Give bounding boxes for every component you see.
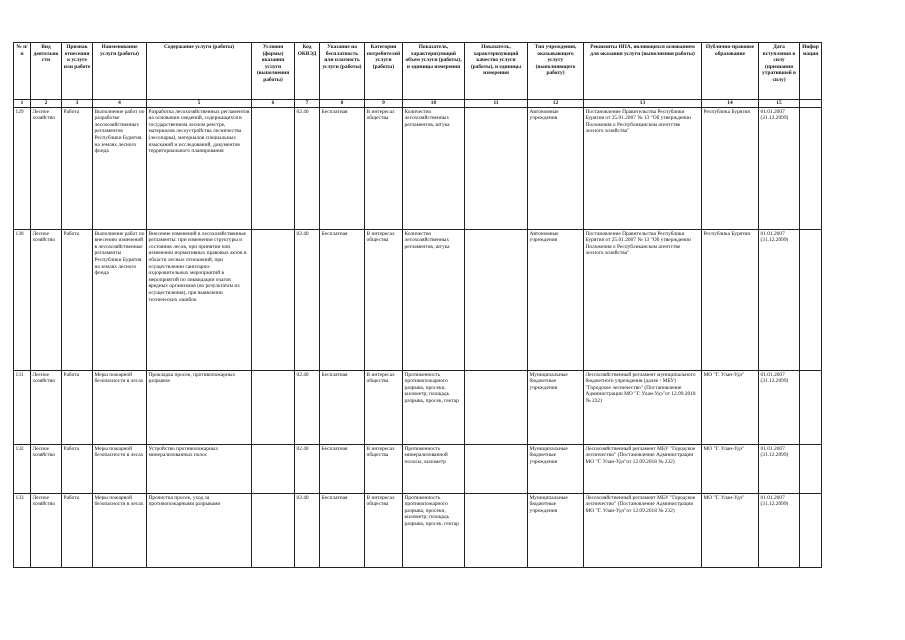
volume-indicator-cell: Количество лесохозяйственных регламентов, штука [403,229,465,370]
info-cell [800,370,822,444]
table-row [14,107,822,229]
column-number: 4 [93,100,147,108]
column-number: 8 [320,100,365,108]
consumers-cell: В интересах общества [365,444,403,493]
services-registry-table [13,42,822,568]
quality-indicator-cell [465,493,528,567]
info-cell [800,444,822,493]
quality-indicator-cell [465,444,528,493]
info-cell [800,493,822,567]
quality-indicator-cell [465,229,528,370]
column-header: Информация [800,43,822,100]
quality-indicator-cell [465,107,528,229]
header-row [14,43,822,100]
service-name-cell: Меры пожарной безопасности в лесах [93,493,147,567]
consumers-cell: В интересах общества [365,493,403,567]
payment-cell: Бесплатная [320,370,365,444]
effective-date-cell: 01.01.2007 (31.12.2099) [759,444,800,493]
column-header: Дата вступления в силу (признания утратившей в силу) [759,43,800,100]
service-name-cell: Выполнение работ по внесению изменений в лесохозяйственные регламенты Республики Бурятия на землях лесного фонда [93,229,147,370]
activity-cell: Лесное хозяйство [31,370,62,444]
type-cell: Работа [62,493,93,567]
type-cell: Работа [62,107,93,229]
conditions-cell [252,107,295,229]
conditions-cell [252,444,295,493]
public-entity-cell: Республика Бурятия [702,229,759,370]
column-number: 12 [528,100,584,108]
type-cell: Работа [62,229,93,370]
service-content-cell: Прокладка просек, противопожарных разрывов [147,370,252,444]
column-header: Код ОКВЭД [295,43,320,100]
row-number: 133 [14,493,31,567]
legal-basis-cell: Лесохозяйственный регламент МБУ "Городское лесничество" (Постановление Администрации МО "Г. Улан-Удэ"от 12.09.2018 № 232) [584,493,702,567]
type-cell: Работа [62,370,93,444]
column-header: Реквизиты НПА, являющихся основанием для оказания услуги (выполнения работы) [584,43,702,100]
column-number-row [14,100,822,108]
effective-date-cell: 01.01.2007 (31.12.2099) [759,370,800,444]
volume-indicator-cell: Протяженность противопожарного разрыва, просеки, километр; площадь разрыва, просек, гектар [403,493,465,567]
volume-indicator-cell: Протяженность противопожарного разрыва, просеки, километр; площадь разрыва, просек, гектар [403,370,465,444]
payment-cell: Бесплатная [320,444,365,493]
public-entity-cell: Республика Бурятия [702,107,759,229]
column-number: 15 [759,100,800,108]
row-number: 131 [14,370,31,444]
column-header: Показатель, характеризующий объем услуги (работы), и единицы измерения [403,43,465,100]
table-row [14,370,822,444]
payment-cell: Бесплатная [320,229,365,370]
column-header: Вид деятельности [31,43,62,100]
payment-cell: Бесплатная [320,107,365,229]
okved-cell: 02.40 [295,493,320,567]
conditions-cell [252,493,295,567]
column-header: Наименование услуги (работы) [93,43,147,100]
column-number: 5 [147,100,252,108]
column-number: 2 [31,100,62,108]
effective-date-cell: 01.01.2007 (31.12.2099) [759,493,800,567]
institution-type-cell: Муниципальные бюджетные учреждения [528,493,584,567]
table-row [14,229,822,370]
okved-cell: 02.40 [295,107,320,229]
service-content-cell: Прочистка просек, уход за противопожарными разрывами [147,493,252,567]
column-header: Тип учреждения, оказывающего услугу (выполняющего работу) [528,43,584,100]
column-number: 10 [403,100,465,108]
column-number: 13 [584,100,702,108]
legal-basis-cell: Лесохозяйственный регламент МБУ "Городское лесничество" (Постановление Администрации МО "Г. Улан-Удэ"от 12.09.2018 № 232) [584,444,702,493]
column-header: Показатель, характеризующий качество услуги (работы), и единицы измерения [465,43,528,100]
service-content-cell: Устройство противопожарных минерализованных полос [147,444,252,493]
info-cell [800,229,822,370]
quality-indicator-cell [465,370,528,444]
column-number: 9 [365,100,403,108]
conditions-cell [252,370,295,444]
institution-type-cell: Автономные учреждения [528,107,584,229]
column-number-empty [800,100,822,108]
okved-cell: 02.40 [295,444,320,493]
volume-indicator-cell: Протяженность минерализованной полосы, километр [403,444,465,493]
conditions-cell [252,229,295,370]
activity-cell: Лесное хозяйство [31,493,62,567]
column-header: Содержание услуги (работы) [147,43,252,100]
activity-cell: Лесное хозяйство [31,229,62,370]
legal-basis-cell: Постановление Правительства Республики Бурятия от 25.01.2007 № 13 "Об утверждении Положения о Республиканском агентстве лесного хозяйства" [584,107,702,229]
institution-type-cell: Автономные учреждения [528,229,584,370]
public-entity-cell: МО "Г. Улан-Удэ" [702,370,759,444]
column-header: Публично-правовое образование [702,43,759,100]
service-name-cell: Выполнение работ по разработке лесохозяйственных регламентов Республики Бурятия на землях лесного фонда [93,107,147,229]
column-number: 6 [252,100,295,108]
service-content-cell: Разработка лесохозяйственных регламентов на основании сведений, содержащихся в государственном лесном реестре, материалов лесоустройства лесничества (лесопарка), материалов специальных изысканий и исследований, документов территориального планирования [147,107,252,229]
column-number: 3 [62,100,93,108]
service-name-cell: Меры пожарной безопасности в лесах [93,370,147,444]
okved-cell: 02.40 [295,370,320,444]
column-number: 7 [295,100,320,108]
table-row [14,444,822,493]
info-cell [800,107,822,229]
column-number: 14 [702,100,759,108]
activity-cell: Лесное хозяйство [31,444,62,493]
column-number: 11 [465,100,528,108]
column-header: Категории потребителей услуги (работы) [365,43,403,100]
public-entity-cell: МО "Г. Улан-Удэ" [702,444,759,493]
table-row [14,493,822,567]
activity-cell: Лесное хозяйство [31,107,62,229]
service-name-cell: Меры пожарной безопасности в лесах [93,444,147,493]
column-number: 1 [14,100,31,108]
column-header: Признак отнесения к услуге или работе [62,43,93,100]
type-cell: Работа [62,444,93,493]
column-header: Указание на бесплатность или платность услуги (работы) [320,43,365,100]
consumers-cell: В интересах общества [365,107,403,229]
consumers-cell: В интересах общества [365,229,403,370]
row-number: 132 [14,444,31,493]
institution-type-cell: Муниципальные бюджетные учреждения [528,444,584,493]
services-registry-page [13,42,821,568]
consumers-cell: В интересах общества [365,370,403,444]
effective-date-cell: 01.01.2007 (31.12.2099) [759,107,800,229]
column-header: Условия (формы) оказания услуги (выполнения работы) [252,43,295,100]
payment-cell: Бесплатная [320,493,365,567]
service-content-cell: Внесение изменений в лесохозяйственные регламенты: при изменении структуры и состояния лесов, при принятии или изменении нормативных правовых актов в области лесных отношений, при осуществлении санитарно-оздоровительных мероприятий в мероприятий по ликвидации очагов вредных организмов (во результатам их осуществления), при выявлении технических ошибок [147,229,252,370]
legal-basis-cell: Лесохозяйственный регламент муниципального бюджетного учреждения (далее - МБУ) "Городское лесничество" (Постановление Администрации МО "Г. Улан-Удэ"от 12.09.2018 № 232) [584,370,702,444]
row-number: 130 [14,229,31,370]
volume-indicator-cell: Количество лесохозяйственных регламентов, штука [403,107,465,229]
row-number: 129 [14,107,31,229]
effective-date-cell: 01.01.2007 (31.12.2099) [759,229,800,370]
legal-basis-cell: Постановление Правительства Республики Бурятия от 25.01.2007 № 13 "Об утверждении Положения о Республиканском агентстве лесного хозяйства" [584,229,702,370]
institution-type-cell: Муниципальные бюджетные учреждения [528,370,584,444]
public-entity-cell: МО "Г. Улан-Удэ" [702,493,759,567]
okved-cell: 02.40 [295,229,320,370]
column-header: № п/п [14,43,31,100]
